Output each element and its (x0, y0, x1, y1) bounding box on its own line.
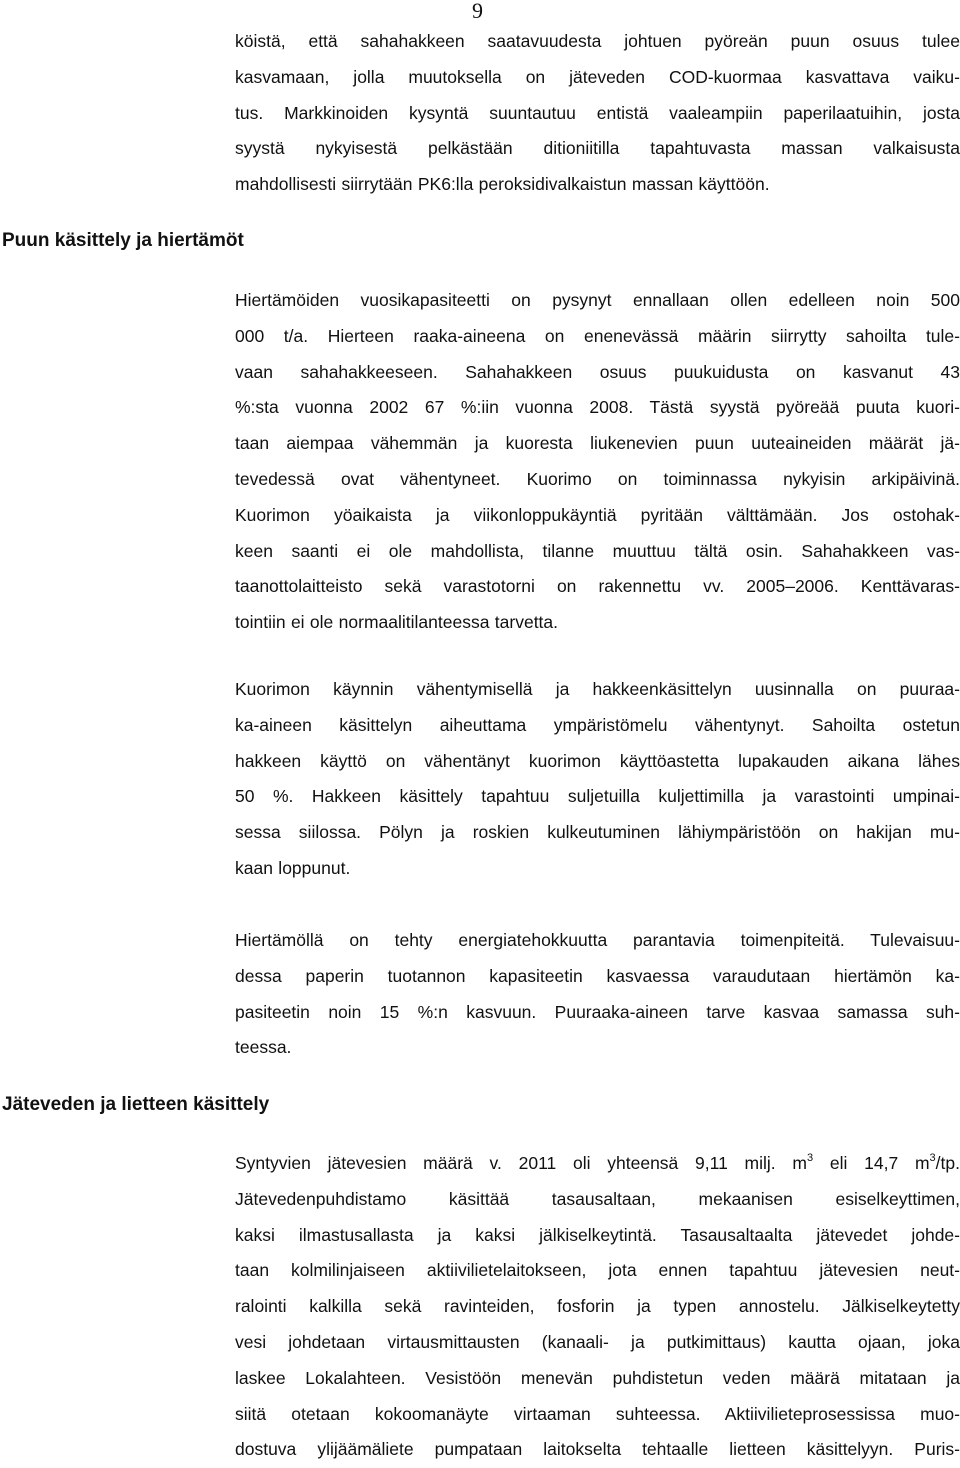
text-line: 50 %. Hakkeen käsittely tapahtuu suljetuilla kuljettimilla ja varastointi umpinai- (235, 786, 960, 807)
text-line: dessa paperin tuotannon kapasiteetin kasvaessa varaudutaan hiertämön ka- (235, 965, 960, 986)
superscript: 3 (929, 1152, 936, 1164)
text-line: kaan loppunut. (235, 857, 351, 878)
paragraph-noise-reduction (235, 672, 960, 887)
text-fragment: eli 14,7 m (813, 1153, 930, 1173)
superscript: 3 (807, 1152, 814, 1164)
text-line: teessa. (235, 1037, 292, 1058)
text-line: Kuorimon käynnin vähentymisellä ja hakkeenkäsittelyn uusinnalla on puuraa- (235, 679, 960, 699)
text-line: %:sta vuonna 2002 67 %:iin vuonna 2008. Tästä syystä pyöreää puuta kuori- (235, 397, 960, 418)
section-heading-wastewater: Jäteveden ja lietteen käsittely (2, 1094, 270, 1115)
text-line: keen saanti ei ole mahdollista, tilanne muuttuu tältä osin. Sahahakkeen vas- (235, 540, 960, 561)
text-line: laskee Lokalahteen. Vesistöön menevän puhdistetun veden määrä mitataan ja (235, 1367, 960, 1388)
text-line: pasiteetin noin 15 %:n kasvuun. Puuraaka-aineen tarve kasvaa samassa suh- (235, 1001, 960, 1022)
text-line: 000 t/a. Hierteen raaka-aineena on enenevässä määrin siirrytty sahoilta tule- (235, 325, 960, 346)
text-line: syystä nykyisestä pelkästään ditioniitilla tapahtuvasta massan valkaisusta (235, 138, 960, 159)
text-line: kaksi ilmastusallasta ja kaksi jälkiselkeytintä. Tasausaltaalta jätevedet johde- (235, 1224, 960, 1245)
text-line: vesi johdetaan virtausmittausten (kanaali- ja putkimittaus) kautta ojaan, joka (235, 1331, 960, 1352)
text-fragment: Syntyvien jätevesien määrä v. 2011 oli yhteensä 9,11 milj. m (235, 1153, 807, 1173)
text-line: Jätevedenpuhdistamo käsittää tasausaltaan, mekaanisen esiselkeyttimen, (235, 1188, 960, 1209)
text-line: ka-aineen käsittelyn aiheuttama ympäristömelu vähentynyt. Sahoilta ostetun (235, 714, 960, 735)
text-line: Kuorimon yöaikaista ja viikonloppukäyntiä pyritään välttämään. Jos ostohak- (235, 504, 960, 525)
paragraph-energy-efficiency (235, 923, 960, 1066)
text-line: tevedessä ovat vähentyneet. Kuorimo on toiminnassa nykyisin arkipäivinä. (235, 468, 960, 489)
text-line: taan aiempaa vähemmän ja kuoresta liukenevien puun uuteaineiden määrät jä- (235, 433, 960, 454)
paragraph-grinding-capacity (235, 283, 960, 641)
text-line: dostuva ylijäämäliete pumpataan laitokselta tehtaalle lietteen käsittelyyn. Puris- (235, 1439, 960, 1460)
text-line: köistä, että sahahakkeen saatavuudesta johtuen pyöreän puun osuus tulee (235, 31, 960, 51)
text-fragment: /tp. (935, 1153, 960, 1173)
text-line: sessa siilossa. Pölyn ja roskien kulkeutuminen lähiympäristöön on hakijan mu- (235, 822, 960, 843)
text-line: siitä otetaan kokoomanäyte virtaaman suhteessa. Aktiivilieteprosessissa muo- (235, 1403, 960, 1424)
text-line: ralointi kalkilla sekä ravinteiden, fosforin ja typen annostelu. Jälkiselkeytetty (235, 1296, 960, 1317)
paragraph-wastewater-treatment (235, 1146, 960, 1468)
text-line: kasvamaan, jolla muutoksella on jäteveden COD-kuormaa kasvattava vaiku- (235, 66, 960, 87)
text-line: hakkeen käyttö on vähentänyt kuorimon käyttöastetta lupakauden aikana lähes (235, 750, 960, 771)
text-line: vaan sahahakkeeseen. Sahahakkeen osuus puukuidusta on kasvanut 43 (235, 361, 960, 382)
text-line: mahdollisesti siirrytään PK6:lla peroksidivalkaistun massan käyttöön. (235, 174, 770, 195)
text-line: Hiertämöllä on tehty energiatehokkuutta parantavia toimenpiteitä. Tulevaisuu- (235, 930, 960, 950)
text-line: taan kolmilinjaiseen aktiivilietelaitokseen, jota ennen tapahtuu jätevesien neut- (235, 1260, 960, 1281)
text-line: tointiin ei ole normaalitilanteessa tarvetta. (235, 612, 559, 633)
section-heading-wood-handling: Puun käsittely ja hiertämöt (2, 230, 244, 251)
text-line: tus. Markkinoiden kysyntä suuntautuu entistä vaaleampiin paperilaatuihin, josta (235, 102, 960, 123)
page-number: 9 (472, 0, 483, 23)
text-line: taanottolaitteisto sekä varastotorni on rakennettu vv. 2005–2006. Kenttävaras- (235, 576, 960, 597)
text-line: Hiertämöiden vuosikapasiteetti on pysynyt ennallaan ollen edelleen noin 500 (235, 290, 960, 310)
text-line (235, 1146, 960, 1182)
paragraph-pulp-outlook (235, 24, 960, 203)
